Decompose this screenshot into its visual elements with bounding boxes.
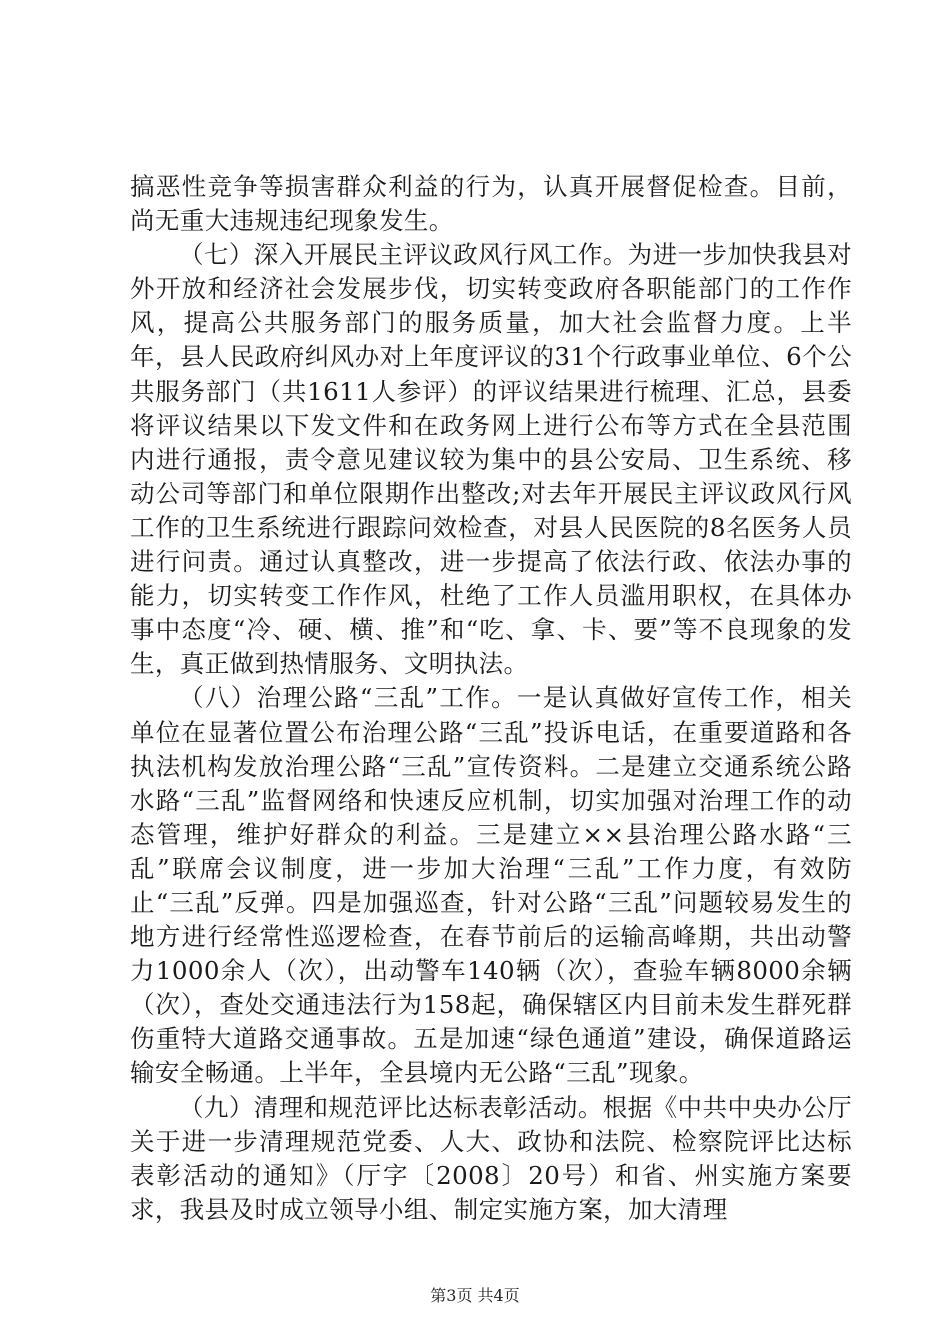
paragraph-continuation: 搞恶性竞争等损害群众利益的行为，认真开展督促检查。目前，尚无重大违规违纪现象发生。 [130,172,852,236]
paragraph-section-7: （七）深入开展民主评议政风行风工作。为进一步加快我县对外开放和经济社会发展步伐，切实转变政府各职能部门的工作作风，提高公共服务部门的服务质量，加大社会监督力度。上半年，县人民政府纠风办对上年度评议的31个行政事业单位、6个公共服务部门（共1611人参评）的评议结果进行梳理、汇总，县委将评议结果以下发文件和在政务网上进行公布等方式在全县范围内进行通报，责令意见建议较为集中的县公安局、卫生系统、移动公司等部门和单位限期作出整改;对去年开展民主评议政风行风工作的卫生系统进行跟踪问效检查，对县人民医院的8名医务人员进行问责。通过认真整改，进一步提高了依法行政、依法办事的能力，切实转变工作作风，杜绝了工作人员滥用职权，在具体办事中态度“冷、硬、横、推”和“吃、拿、卡、要”等不良现象的发生，真正做到热情服务、文明执法。 [130,240,852,679]
paragraph-section-8: （八）治理公路“三乱”工作。一是认真做好宣传工作，相关单位在显著位置公布治理公路“三乱”投诉电话，在重要道路和各执法机构发放治理公路“三乱”宣传资料。二是建立交通系统公路水路“三乱”监督网络和快速反应机制，切实加强对治理工作的动态管理，维护好群众的利益。三是建立××县治理公路水路“三乱”联席会议制度，进一步加大治理“三乱”工作力度，有效防止“三乱”反弹。四是加强巡查，针对公路“三乱”问题较易发生的地方进行经常性巡逻检查，在春节前后的运输高峰期，共出动警力1000余人（次），出动警车140辆（次），查验车辆8000余辆（次），查处交通违法行为158起，确保辖区内目前未发生群死群伤重特大道路交通事故。五是加速“绿色通道”建设，确保道路运输安全畅通。上半年，全县境内无公路“三乱”现象。 [130,683,852,1088]
document-body [130,170,852,1227]
page-number-footer: 第3页 共4页 [430,1286,520,1305]
paragraph-section-9: （九）清理和规范评比达标表彰活动。根据《中共中央办公厅关于进一步清理规范党委、人大、政协和法院、检察院评比达标表彰活动的通知》（厅字〔2008〕20号）和省、州实施方案要求，我县及时成立领导小组、制定实施方案，加大清理 [130,1092,852,1224]
